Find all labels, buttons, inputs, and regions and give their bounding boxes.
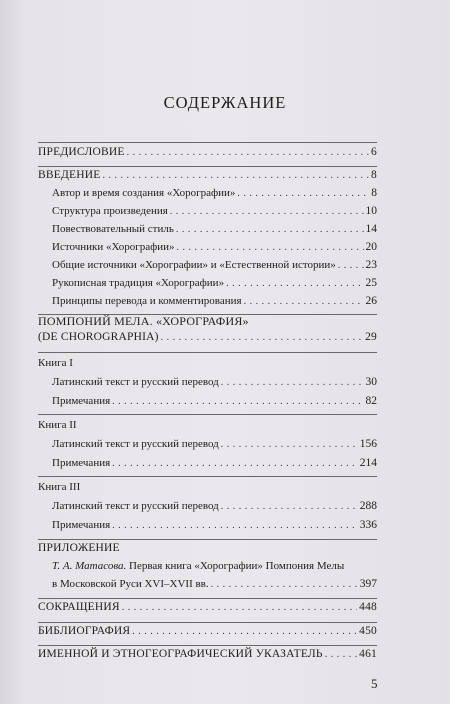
entry-page: 397 — [359, 578, 377, 590]
toc-entry-work — [38, 331, 377, 343]
toc-entry-index — [38, 648, 377, 660]
leader-dots — [122, 602, 357, 613]
toc-subentry — [52, 205, 377, 217]
toc-subentry — [52, 438, 377, 450]
entry-page: 156 — [359, 438, 377, 450]
entry-label: Автор и время создания «Хорографии» — [52, 187, 236, 199]
entry-page: 82 — [365, 395, 377, 407]
toc-subentry — [52, 578, 377, 590]
toc-entry-biblio — [38, 625, 377, 637]
toc-subentry — [52, 519, 377, 531]
entry-page: 336 — [359, 519, 377, 531]
page-number: 5 — [371, 676, 378, 691]
entry-page: 6 — [371, 146, 377, 158]
toc-subentry — [52, 376, 377, 388]
leader-dots — [127, 147, 369, 158]
entry-page: 448 — [359, 601, 377, 613]
section-divider — [38, 645, 377, 646]
entry-page: 23 — [365, 259, 377, 271]
appendix-entry-line1 — [52, 560, 344, 572]
leader-dots — [102, 170, 369, 181]
leader-dots — [176, 224, 364, 235]
entry-label: Примечания — [52, 519, 111, 531]
leader-dots — [244, 296, 364, 307]
section-divider — [38, 622, 377, 623]
section-divider — [38, 539, 377, 540]
entry-label: Латинский текст и русский перевод — [52, 438, 219, 450]
toc-subentry — [52, 277, 377, 289]
leader-dots — [226, 278, 363, 289]
toc-subentry — [52, 241, 377, 253]
leader-dots — [161, 332, 363, 343]
entry-page: 25 — [365, 277, 377, 289]
leader-dots — [112, 458, 358, 469]
entry-page: 30 — [365, 376, 377, 388]
entry-page: 20 — [365, 241, 377, 253]
leader-dots — [338, 260, 364, 271]
leader-dots — [237, 188, 369, 199]
leader-dots — [132, 626, 357, 637]
entry-page: 8 — [371, 169, 377, 181]
entry-page: 461 — [359, 648, 377, 660]
entry-label: Латинский текст и русский перевод — [52, 500, 219, 512]
entry-page: 8 — [371, 187, 377, 199]
entry-label: СОКРАЩЕНИЯ — [38, 601, 120, 613]
toc-subentry — [52, 457, 377, 469]
appendix-heading: ПРИЛОЖЕНИЕ — [38, 542, 120, 554]
section-divider — [38, 476, 377, 477]
entry-label: ВВЕДЕНИЕ — [38, 169, 101, 181]
leader-dots — [221, 439, 358, 450]
section-divider — [38, 414, 377, 415]
leader-dots — [221, 377, 364, 388]
toc-subentry — [52, 259, 377, 271]
entry-label: БИБЛИОГРАФИЯ — [38, 625, 131, 637]
appendix-author: Т. А. Матасова. — [52, 560, 127, 572]
toc-subentry — [52, 295, 377, 307]
entry-label: Структура произведения — [52, 205, 168, 217]
entry-label: в Московской Руси XVI–XVII вв. — [52, 578, 209, 590]
work-title-line1: ПОМПОНИЙ МЕЛА. «ХОРОГРАФИЯ» — [38, 314, 249, 328]
entry-label: ПРЕДИСЛОВИЕ — [38, 146, 125, 158]
toc-subentry — [52, 187, 377, 199]
entry-label: Общие источники «Хорографии» и «Естественной истории» — [52, 259, 336, 271]
entry-page: 450 — [359, 625, 377, 637]
section-divider — [38, 166, 377, 167]
toc-subentry — [52, 395, 377, 407]
leader-dots — [170, 206, 364, 217]
toc-title: СОДЕРЖАНИЕ — [163, 93, 287, 112]
entry-page: 10 — [365, 205, 377, 217]
entry-label: ИМЕННОЙ И ЭТНОГЕОГРАФИЧЕСКИЙ УКАЗАТЕЛЬ — [38, 648, 323, 660]
toc-subentry — [52, 500, 377, 512]
entry-page: 29 — [365, 331, 377, 343]
leader-dots — [177, 242, 364, 253]
entry-page: 214 — [359, 457, 377, 469]
section-divider — [38, 598, 377, 599]
book-heading: Книга I — [38, 357, 73, 369]
entry-label: (DE CHOROGRAPHIA) — [38, 331, 159, 343]
book-heading: Книга II — [38, 419, 77, 431]
toc-entry-intro — [38, 169, 377, 181]
entry-label: Примечания — [52, 457, 111, 469]
leader-dots — [211, 579, 358, 590]
entry-label: Латинский текст и русский перевод — [52, 376, 219, 388]
leader-dots — [325, 649, 357, 660]
entry-label: Источники «Хорографии» — [52, 241, 175, 253]
section-divider — [38, 352, 377, 353]
toc-entry-abbr — [38, 601, 377, 613]
entry-label: Рукописная традиция «Хорографии» — [52, 277, 225, 289]
toc-entry-preface — [38, 146, 377, 158]
entry-label: Принципы перевода и комментирования — [52, 295, 242, 307]
book-heading: Книга III — [38, 481, 81, 493]
entry-label: Повествовательный стиль — [52, 223, 174, 235]
toc-subentry — [52, 223, 377, 235]
appendix-title: Первая книга «Хорографии» Помпония Мелы — [129, 560, 345, 572]
entry-page: 26 — [365, 295, 377, 307]
entry-page: 288 — [359, 500, 377, 512]
leader-dots — [112, 520, 358, 531]
leader-dots — [112, 396, 363, 407]
entry-label: Примечания — [52, 395, 111, 407]
section-divider — [38, 142, 377, 143]
leader-dots — [221, 501, 358, 512]
entry-page: 14 — [365, 223, 377, 235]
